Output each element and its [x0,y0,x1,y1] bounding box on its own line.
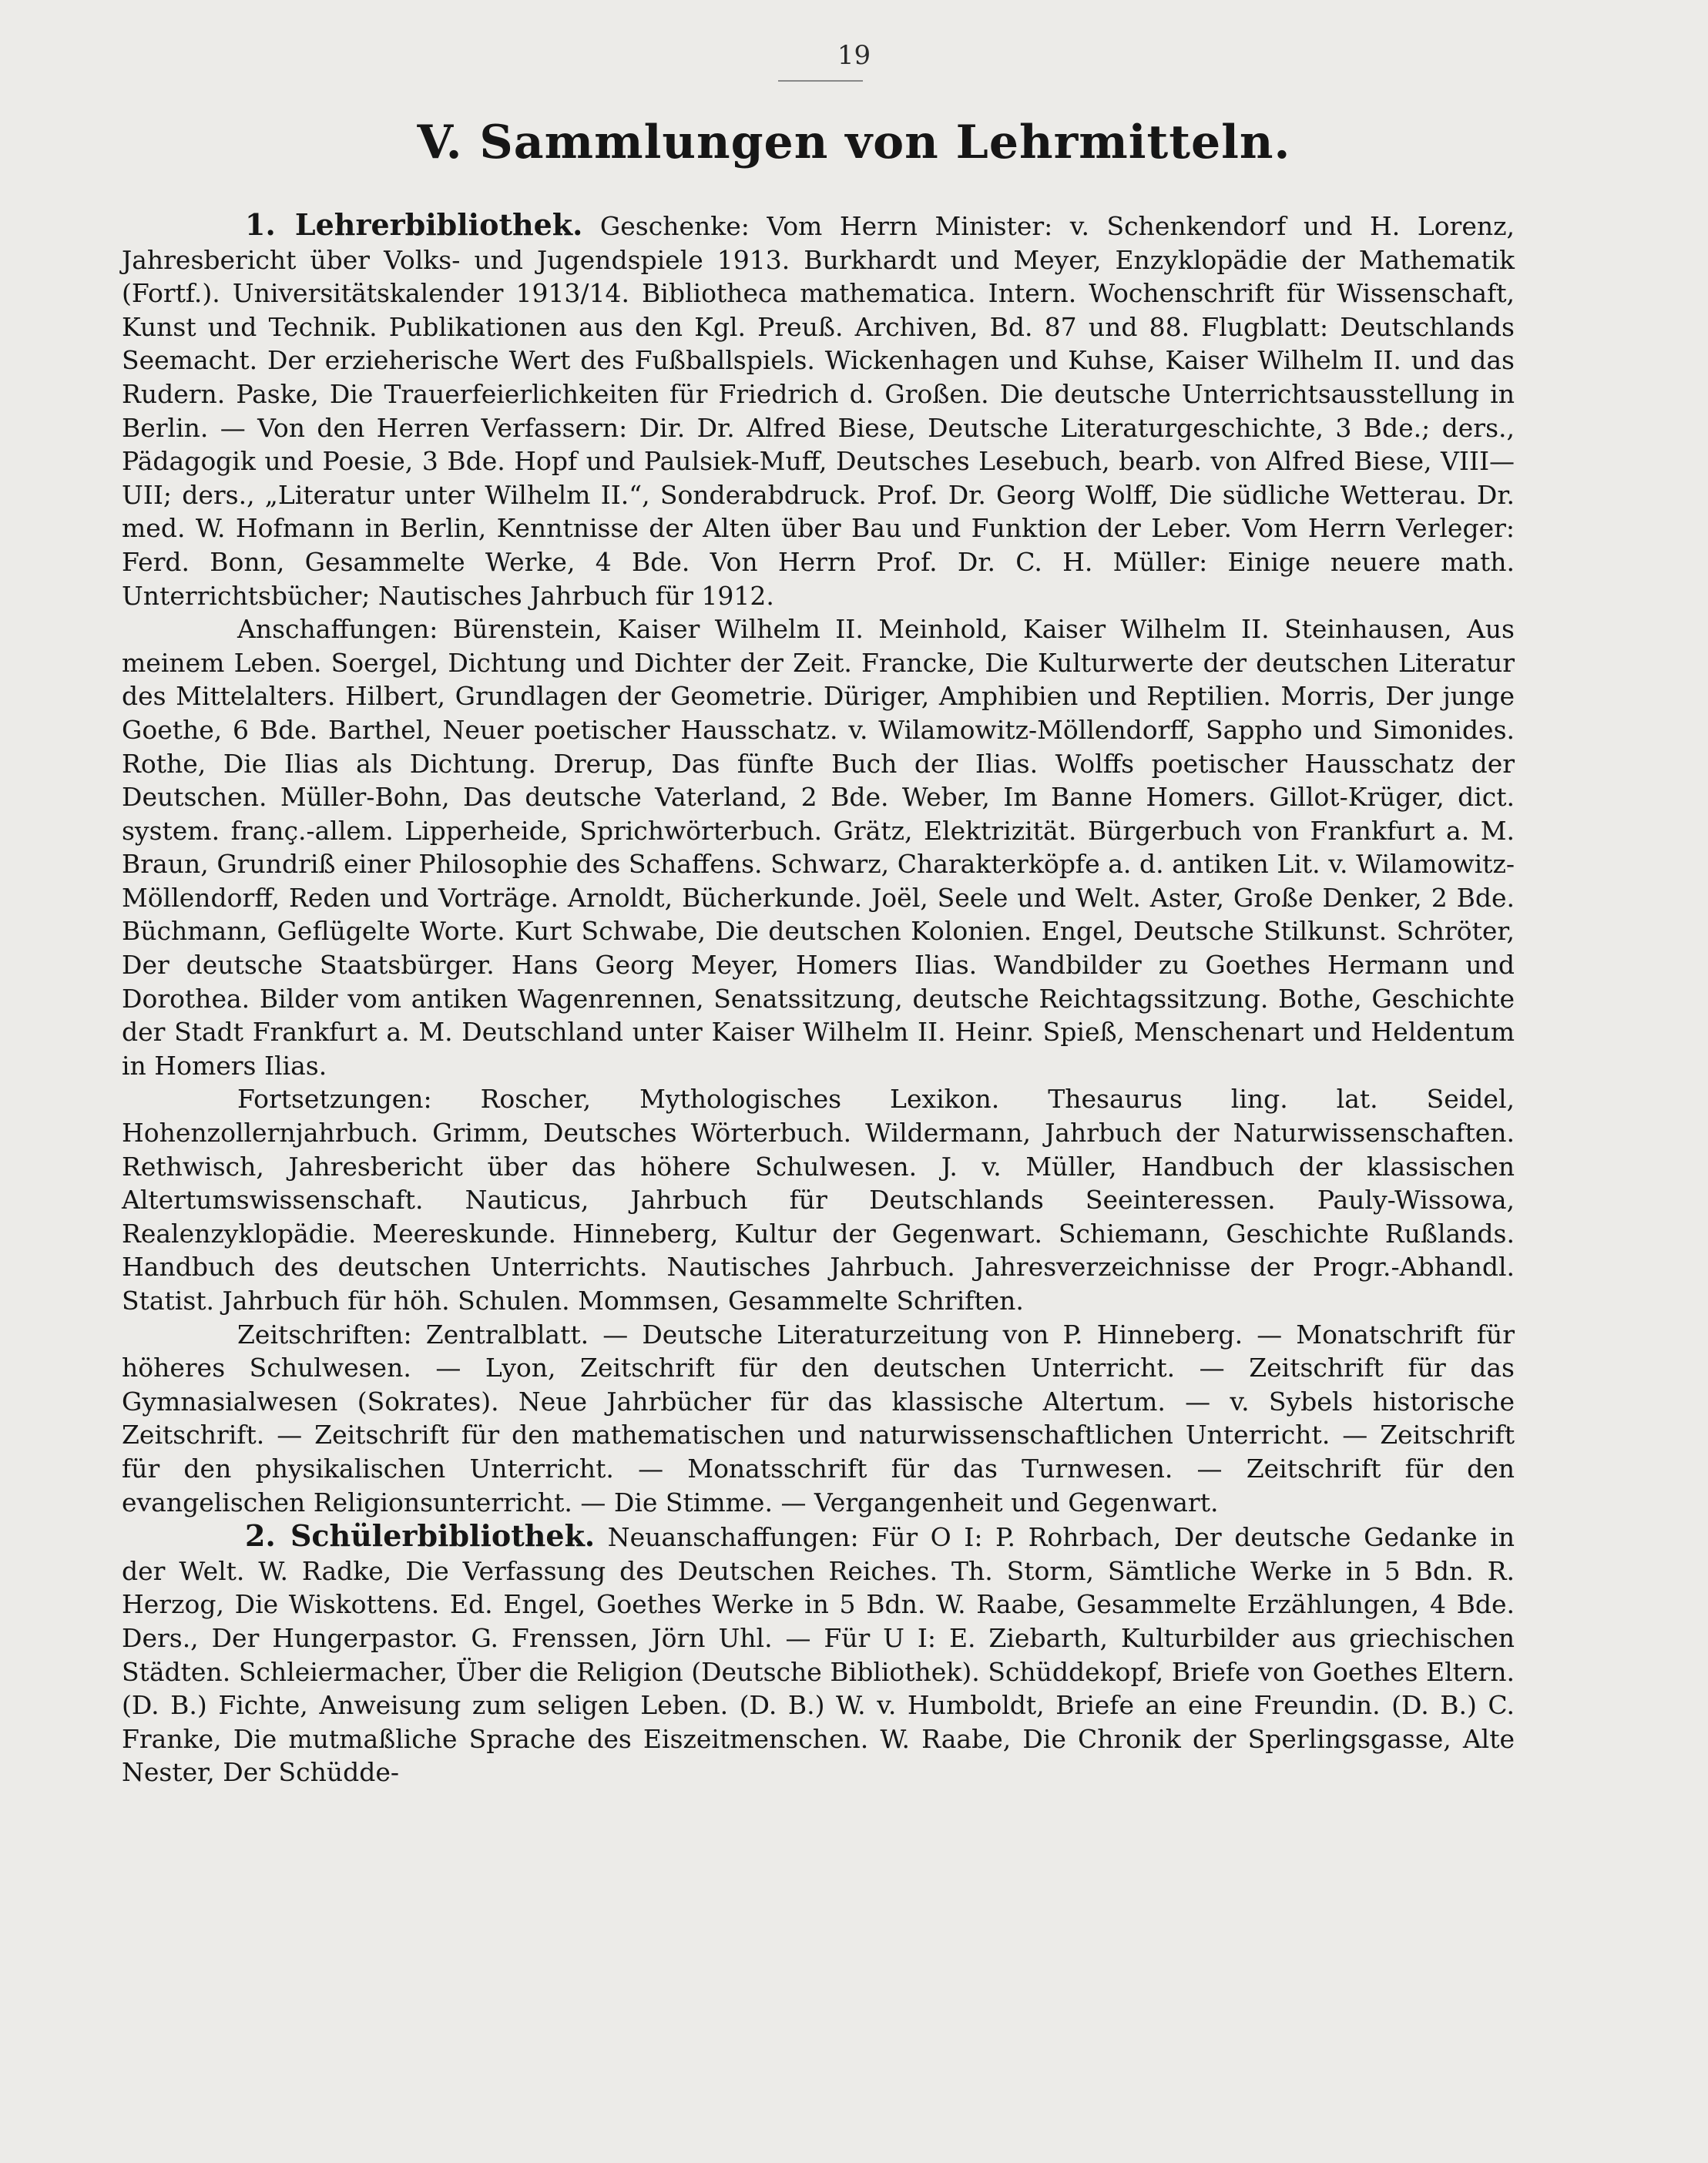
page-title: V. Sammlungen von Lehrmitteln. [417,116,1291,169]
section-lehrerbibliothek [122,208,1515,612]
section-heading: 1. Lehrerbibliothek. [245,207,583,242]
paragraph-neuanschaffungen: Neuanschaffungen: Für O I: P. Rohrbach, Der deutsche Gedanke in der Welt. W. Radke, Die Verfassung des Deutschen Reiches. Th. Storm, Sämtliche Werke in 5 Bdn. R. Herzog, Die Wiskottens. Ed. Engel, Goethes Werke in 5 Bdn. W. Raabe, Gesammelte Erzählungen, 4 Bde. Ders., Der Hungerpastor. G. Frenssen, Jörn Uhl. — Für U I: E. Ziebarth, Kulturbilder aus griechischen Städten. Schleiermacher, Über die Religion (Deutsche Bibliothek). Schüddekopf, Briefe von Goethes Eltern. (D. B.) Fichte, Anweisung zum seligen Leben. (D. B.) W. v. Humboldt, Briefe an eine Freundin. (D. B.) C. Franke, Die mutmaßliche Sprache des Eiszeitmenschen. W. Raabe, Die Chronik der Sperlingsgasse, Alte Nester, Der Schüdde- [122,1522,1515,1788]
section-schuelerbibliothek [122,1519,1515,1789]
paragraph-geschenke: Geschenke: Vom Herrn Minister: v. Schenkendorf und H. Lorenz, Jahresbericht über Volks- und Jugendspiele 1913. Burkhardt und Meyer, Enzyklopädie der Mathematik (Fortf.). Universitätskalender 1913/14. Bibliotheca mathematica. Intern. Wochenschrift für Wissenschaft, Kunst und Technik. Publikationen aus den Kgl. Preuß. Archiven, Bd. 87 und 88. Flugblatt: Deutschlands Seemacht. Der erzieherische Wert des Fußballspiels. Wickenhagen und Kuhse, Kaiser Wilhelm II. und das Rudern. Paske, Die Trauerfeierlichkeiten für Friedrich d. Großen. Die deutsche Unterrichtsausstellung in Berlin. — Von den Herren Verfassern: Dir. Dr. Alfred Biese, Deutsche Literaturgeschichte, 3 Bde.; ders., Pädagogik und Poesie, 3 Bde. Hopf und Paulsiek-Muff, Deutsches Lesebuch, bearb. von Alfred Biese, VIII—UII; ders., „Literatur unter Wilhelm II.“, Sonderabdruck. Prof. Dr. Georg Wolff, Die südliche Wetterau. Dr. med. W. Hofmann in Berlin, Kenntnisse der Alten über Bau und Funktion der Leber. Vom Herrn Verleger: Ferd. Bonn, Gesammelte Werke, 4 Bde. Von Herrn Prof. Dr. C. H. Müller: Einige neuere math. Unterrichtsbücher; Nautisches Jahrbuch für 1912. [122,211,1515,611]
paragraph-fortsetzungen: Fortsetzungen: Roscher, Mythologisches Lexikon. Thesaurus ling. lat. Seidel, Hohenzollernjahrbuch. Grimm, Deutsches Wörterbuch. Wildermann, Jahrbuch der Naturwissenschaften. Rethwisch, Jahresbericht über das höhere Schulwesen. J. v. Müller, Handbuch der klassischen Altertumswissenschaft. Nauticus, Jahrbuch für Deutschlands Seeinteressen. Pauly-Wissowa, Realenzyklopädie. Meereskunde. Hinneberg, Kultur der Gegenwart. Schiemann, Geschichte Rußlands. Handbuch des deutschen Unterrichts. Nautisches Jahrbuch. Jahresverzeichnisse der Progr.-Abhandl. Statist. Jahrbuch für höh. Schulen. Mommsen, Gesammelte Schriften. [122,1084,1515,1316]
paragraph-zeitschriften: Zeitschriften: Zentralblatt. — Deutsche Literaturzeitung von P. Hinneberg. — Monatschrift für höheres Schulwesen. — Lyon, Zeitschrift für den deutschen Unterricht. — Zeitschrift für das Gymnasialwesen (Sokrates). Neue Jahrbücher für das klassische Altertum. — v. Sybels historische Zeitschrift. — Zeitschrift für den mathematischen und naturwissenschaftlichen Unterricht. — Zeitschrift für den physikalischen Unterricht. — Monatsschrift für das Turnwesen. — Zeitschrift für den evangelischen Religionsunterricht. — Die Stimme. — Vergangenheit und Gegenwart. [122,1319,1515,1517]
document-body [122,208,1515,1789]
paragraph-anschaffungen: Anschaffungen: Bürenstein, Kaiser Wilhelm II. Meinhold, Kaiser Wilhelm II. Steinhausen, Aus meinem Leben. Soergel, Dichtung und Dichter der Zeit. Francke, Die Kulturwerte der deutschen Literatur des Mittelalters. Hilbert, Grundlagen der Geometrie. Düriger, Amphibien und Reptilien. Morris, Der junge Goethe, 6 Bde. Barthel, Neuer poetischer Hausschatz. v. Wilamowitz-Möllendorff, Sappho und Simonides. Rothe, Die Ilias als Dichtung. Drerup, Das fünfte Buch der Ilias. Wolffs poetischer Hausschatz der Deutschen. Müller-Bohn, Das deutsche Vaterland, 2 Bde. Weber, Im Banne Homers. Gillot-Krüger, dict. system. franç.-allem. Lipperheide, Sprichwörterbuch. Grätz, Elektrizität. Bürgerbuch von Frankfurt a. M. Braun, Grundriß einer Philosophie des Schaffens. Schwarz, Charakterköpfe a. d. antiken Lit. v. Wilamowitz-Möllendorff, Reden und Vorträge. Arnoldt, Bücherkunde. Joël, Seele und Welt. Aster, Große Denker, 2 Bde. Büchmann, Geflügelte Worte. Kurt Schwabe, Die deutschen Kolonien. Engel, Deutsche Stilkunst. Schröter, Der deutsche Staatsbürger. Hans Georg Meyer, Homers Ilias. Wandbilder zu Goethes Hermann und Dorothea. Bilder vom antiken Wagenrennen, Senatssitzung, deutsche Reichtagssitzung. Bothe, Geschichte der Stadt Frankfurt a. M. Deutschland unter Kaiser Wilhelm II. Heinr. Spieß, Menschenart und Heldentum in Homers Ilias. [122,614,1515,1081]
page-number: 19 [837,40,871,71]
page-number-rule [778,80,863,82]
section-heading: 2. Schülerbibliothek. [245,1518,596,1554]
